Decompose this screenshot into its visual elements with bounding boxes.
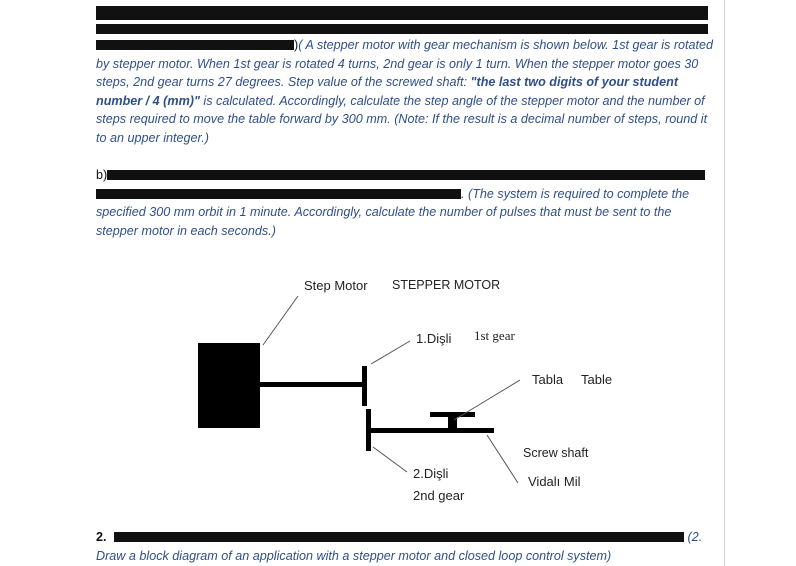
screw-label-tr: Vidalı Mil: [528, 474, 581, 489]
leader-gear2: [373, 447, 407, 472]
question-b-label: b): [96, 168, 108, 182]
screw-label-en: Screw shaft: [523, 446, 589, 460]
question-2-number: 2.: [96, 530, 107, 544]
table-label-tr: Tabla: [532, 372, 564, 387]
gear-2: [366, 409, 371, 451]
leader-table: [454, 380, 520, 420]
gear2-label-tr: 2.Dişli: [413, 466, 449, 481]
motor-label-en: STEPPER MOTOR: [392, 278, 501, 292]
leader-screw: [487, 435, 518, 483]
question-a-text-after: is calculated. Accordingly, calculate the step angle of the stepper motor and the number of steps required to move the table forward by 300 mm. (Note: If the result is a decimal number of steps, round it to an upper integer.): [96, 93, 708, 145]
gear2-label-en: 2nd gear: [413, 488, 465, 503]
question-2-tail: (2.: [687, 530, 703, 544]
redacted-text: [114, 532, 684, 542]
gear1-label-tr: 1.Dişli: [416, 331, 452, 346]
gear1-label-en: 1st gear: [474, 328, 515, 343]
question-2-text: Draw a block diagram of an application with a stepper motor and closed loop control system): [96, 548, 612, 563]
gear-1: [362, 366, 367, 406]
question-a-text: ( A stepper motor with gear mechanism is shown below. 1st gear is rotated by stepper motor. When 1st gear is rotated 4 turns, 2nd gear is only 1 turn. When the stepper motor goes 30 steps, 2nd gear turns 27 degrees. Step value of the screwed shaft:: [96, 38, 714, 90]
table-nut: [448, 416, 457, 429]
motor-shaft: [260, 382, 363, 387]
question-a-bold: "the last two digits of your student number / 4 (mm)": [96, 75, 679, 108]
stepper-motor-body: [198, 343, 260, 428]
screw-shaft: [371, 428, 494, 433]
question-b-text: . (The system is required to complete the specified 300 mm orbit in 1 minute. Accordingly, calculate the number of pulses that must be sent to the stepper motor in each seconds.): [96, 186, 690, 238]
question-a-prefix: ): [294, 38, 299, 52]
leader-gear1: [371, 341, 410, 364]
leader-motor: [263, 296, 298, 345]
question-2-paragraph: [96, 528, 714, 565]
table-label-en: Table: [581, 372, 613, 387]
motor-label-tr: Step Motor: [304, 278, 368, 293]
